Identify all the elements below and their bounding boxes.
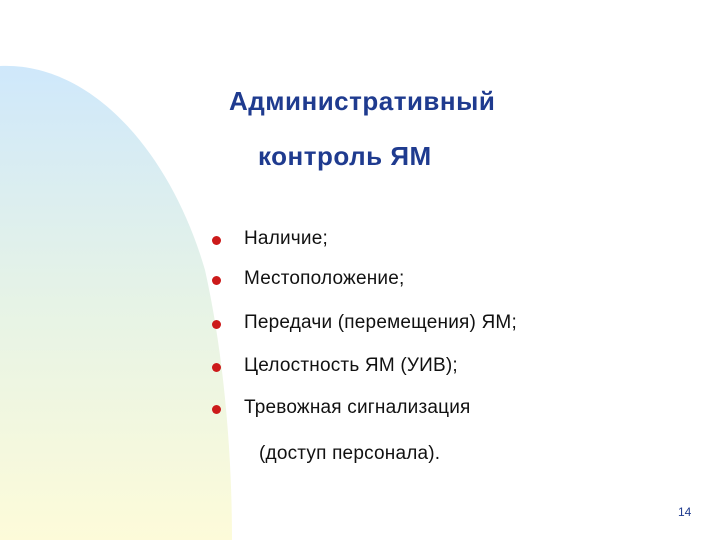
bullet-continuation: (доступ персонала). — [259, 443, 441, 464]
bullet-text: Целостность ЯМ (УИВ); — [244, 355, 458, 376]
bullet-icon — [212, 320, 221, 329]
bullet-text: Передачи (перемещения) ЯМ; — [244, 312, 517, 333]
bullet-icon — [212, 276, 221, 285]
slide-title-line-1: Административный — [229, 86, 496, 116]
bullet-text: Тревожная сигнализация — [244, 397, 471, 418]
bullet-icon — [212, 405, 221, 414]
bullet-icon — [212, 363, 221, 372]
bullet-text: Наличие; — [244, 228, 328, 249]
bullet-text: Местоположение; — [244, 268, 405, 289]
page-number: 14 — [678, 505, 692, 519]
slide-title-line-2: контроль ЯМ — [258, 141, 432, 171]
bullet-icon — [212, 236, 221, 245]
